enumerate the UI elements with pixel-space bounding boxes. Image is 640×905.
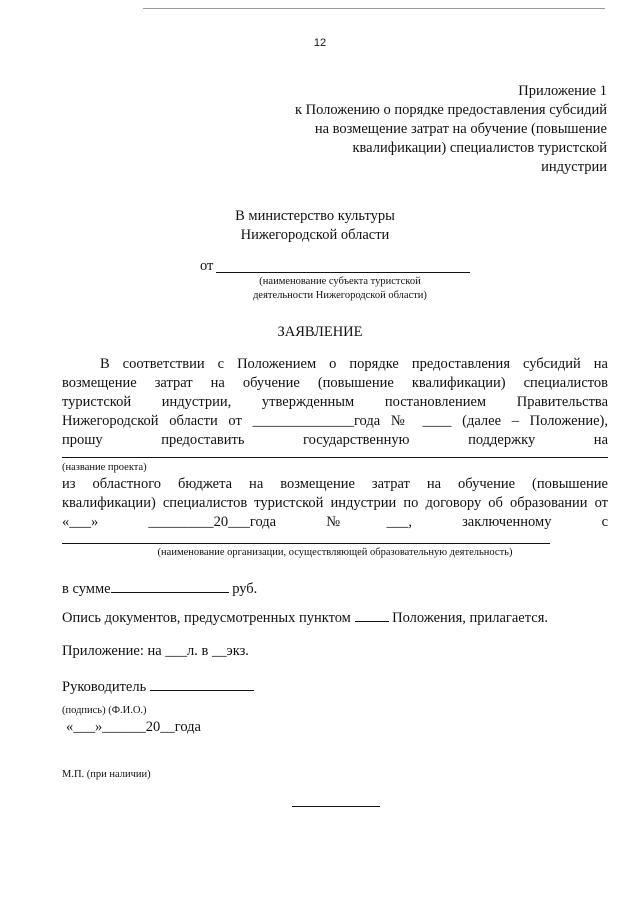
document-title: ЗАЯВЛЕНИЕ [277,324,363,340]
seal-note: М.П. (при наличии) [62,769,151,780]
p1-line-1: В соответствии с Положением о порядке предоставления субсидий на [100,356,608,372]
head-blank [150,678,254,691]
inventory-before: Опись документов, предусмотренных пунктом [62,610,351,626]
from-label: от [200,258,214,274]
sum-unit: руб. [232,581,258,597]
p1-line-5: прошу предоставить государственную поддержку на [62,432,608,448]
annex-line-4: квалификации) специалистов туристской [352,140,607,156]
annex-line-3: на возмещение затрат на обучение (повышение [314,121,607,137]
sum-blank [111,580,229,593]
signature-hint: (подпись) (Ф.И.О.) [62,705,147,716]
org-hint: (наименование организации, осуществляющей образовательную деятельность) [157,547,513,558]
p2-line-1: из областного бюджета на возмещение затрат на обучение (повышение [62,476,608,492]
annex-line-1: Приложение 1 [518,83,607,99]
sum-row [62,580,257,598]
project-hint: (название проекта) [62,462,147,473]
date-line: «___»______20__года [66,719,201,735]
head-label: Руководитель [62,679,147,695]
p2-line-2: квалификации) специалистов туристской индустрии по договору об образовании от [62,495,608,511]
p2-line-3: «___» _________20___года №___, заключенному с [62,514,608,530]
org-name-line [62,543,550,544]
inventory-row [62,609,548,627]
annex-line-2: к Положению о порядке предоставления субсидий [294,102,607,118]
top-rule [143,8,605,9]
p1-line-4: Нижегородской области от ______________года № ____ (далее – Положение), [62,413,608,429]
footer-rule [292,806,380,807]
head-row [62,678,254,696]
attachment-text: Приложение: на ___л. в __экз. [62,643,249,659]
inventory-after: Положения, прилагается. [392,610,548,626]
sum-label: в сумме [62,581,111,597]
from-hint-1: (наименование субъекта туристской [259,276,421,287]
from-hint-2: деятельности Нижегородской области) [253,290,427,301]
p1-line-2: возмещение затрат на обучение (повышение квалификации) специалистов [62,375,608,391]
project-name-line [62,457,608,458]
addressee-line-1: В министерство культуры [235,208,395,224]
from-line [216,272,470,273]
addressee-line-2: Нижегородской области [240,227,390,243]
page-number: 12 [313,37,327,49]
inventory-blank [355,609,389,622]
annex-line-5: индустрии [541,159,607,175]
p1-line-3: туристской индустрии, утвержденным постановлением Правительства [62,394,608,410]
